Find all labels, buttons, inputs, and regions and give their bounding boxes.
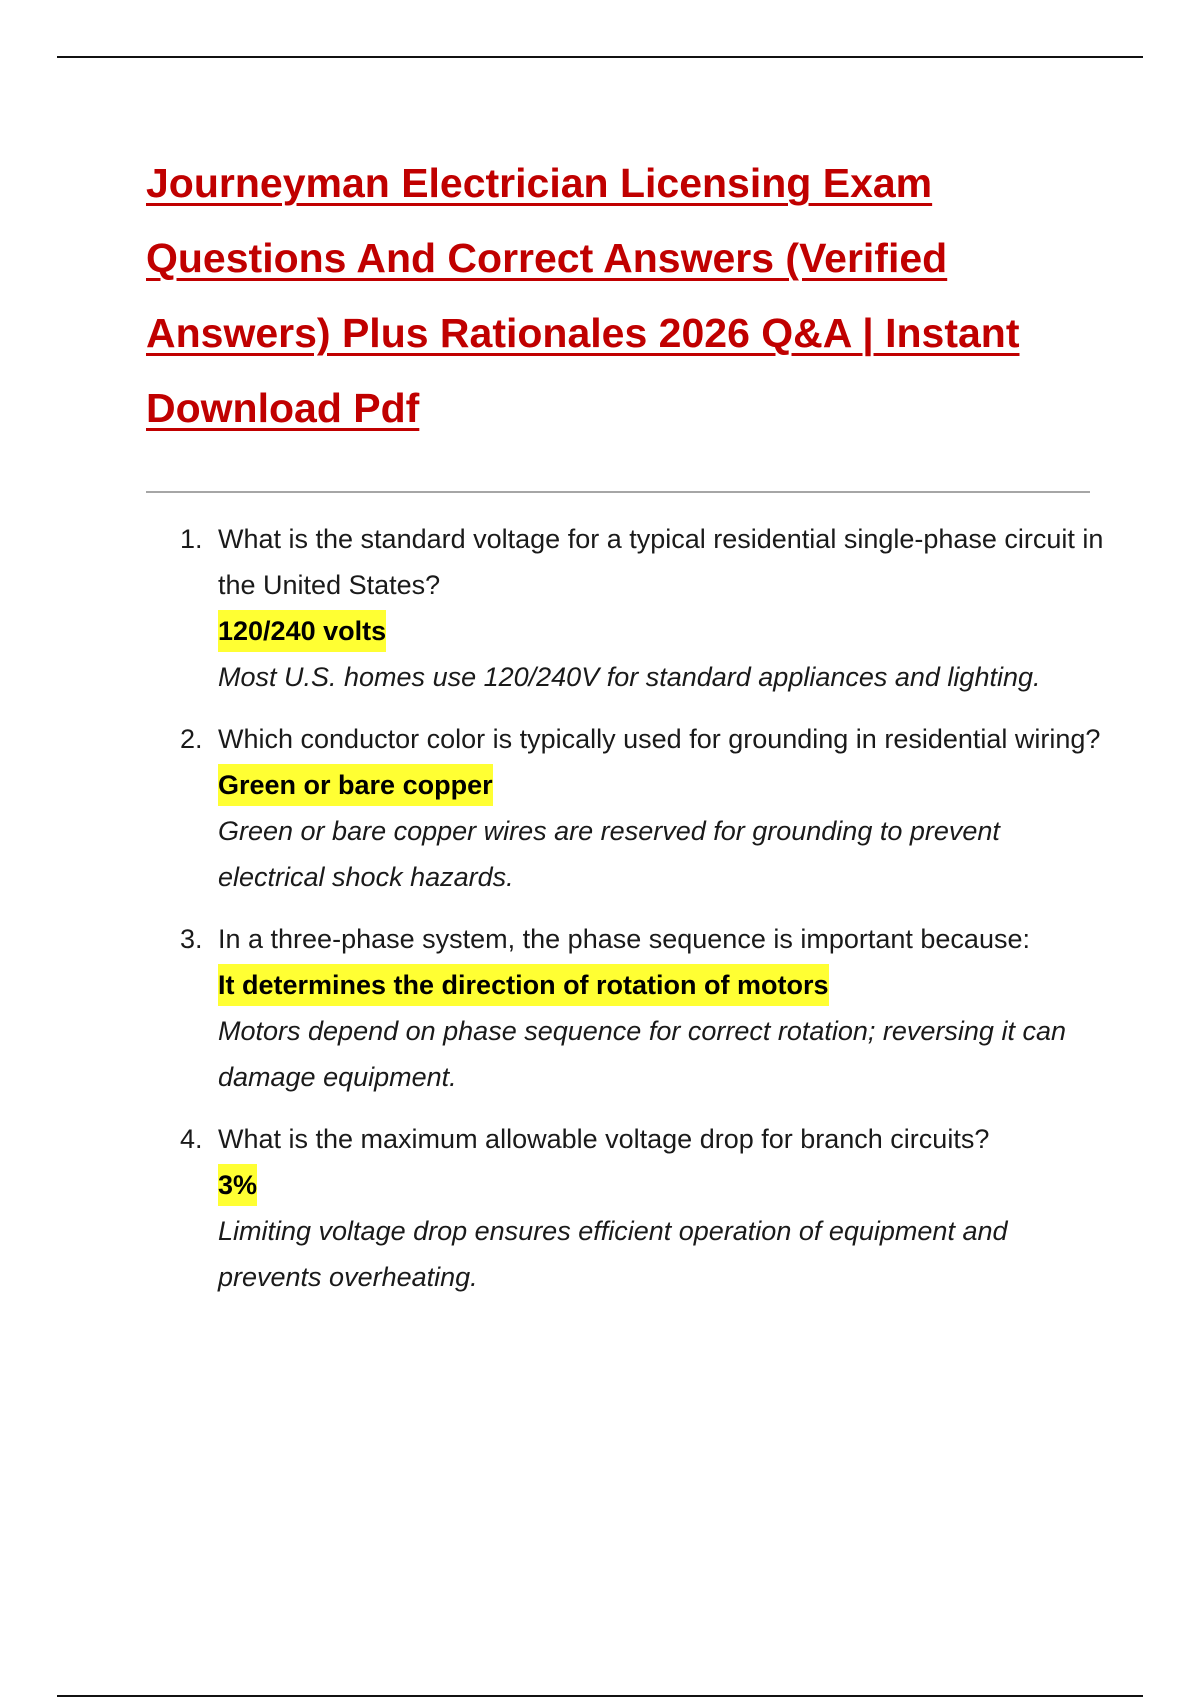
answer-highlight: 120/240 volts (218, 610, 386, 652)
question-text: In a three-phase system, the phase sequence is important because: (218, 924, 1030, 954)
rationale-text: Motors depend on phase sequence for correct rotation; reversing it can damage equipment. (218, 1016, 1066, 1092)
question-text: What is the standard voltage for a typical residential single-phase circuit in the United States? (218, 524, 1104, 600)
question-item (146, 1116, 1106, 1300)
question-text: What is the maximum allowable voltage drop for branch circuits? (218, 1124, 990, 1154)
title-divider (146, 491, 1090, 493)
rationale-text: Limiting voltage drop ensures efficient operation of equipment and prevents overheating. (218, 1216, 1008, 1292)
question-item (146, 716, 1106, 900)
question-text: Which conductor color is typically used for grounding in residential wiring? (218, 724, 1101, 754)
document-title: Journeyman Electrician Licensing Exam Questions And Correct Answers (Verified Answers) Plus Rationales 2026 Q&A | Instant Download Pdf (146, 160, 1020, 431)
rationale-text: Green or bare copper wires are reserved for grounding to prevent electrical shock hazards. (218, 816, 1000, 892)
question-list (146, 516, 1106, 1316)
question-number: 4. (180, 1124, 203, 1154)
question-item (146, 916, 1106, 1100)
question-number: 1. (180, 524, 203, 554)
rationale-text: Most U.S. homes use 120/240V for standard appliances and lighting. (218, 662, 1041, 692)
page-top-rule (57, 56, 1143, 58)
question-number: 2. (180, 724, 203, 754)
question-number: 3. (180, 924, 203, 954)
page-bottom-rule (57, 1695, 1143, 1697)
answer-highlight: Green or bare copper (218, 764, 493, 806)
question-item (146, 516, 1106, 700)
answer-highlight: 3% (218, 1164, 257, 1206)
answer-highlight: It determines the direction of rotation of motors (218, 964, 829, 1006)
